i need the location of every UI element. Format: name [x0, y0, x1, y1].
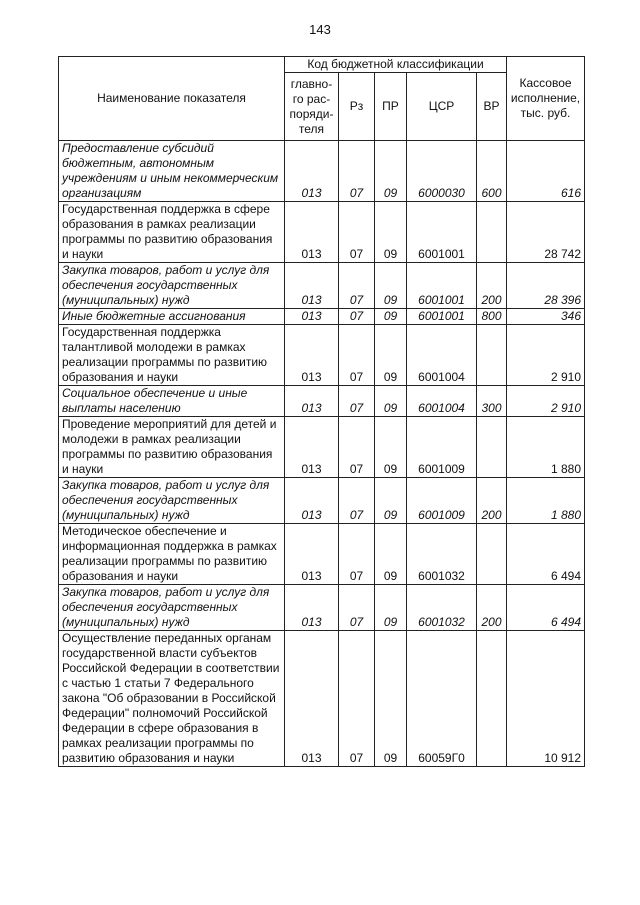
- row-csr-code: 6001009: [407, 478, 477, 524]
- row-name: Закупка товаров, работ и услуг для обеспечения государственных (муниципальных) нужд: [59, 478, 285, 524]
- row-vr-code: 300: [477, 386, 507, 417]
- row-amount: 346: [507, 309, 585, 325]
- row-csr-code: 6001001: [407, 263, 477, 309]
- row-csr-code: 6001032: [407, 585, 477, 631]
- row-pr-code: 09: [375, 309, 407, 325]
- row-csr-code: 60059Г0: [407, 631, 477, 767]
- table-row: [59, 417, 585, 478]
- row-csr-code: 6000030: [407, 141, 477, 202]
- row-pr-code: 09: [375, 524, 407, 585]
- row-rz-code: 07: [339, 524, 375, 585]
- row-name: Закупка товаров, работ и услуг для обеспечения государственных (муниципальных) нужд: [59, 585, 285, 631]
- table-row: [59, 263, 585, 309]
- header-row-group: [59, 57, 585, 73]
- header-vr: ВР: [477, 73, 507, 141]
- row-rz-code: 07: [339, 263, 375, 309]
- row-pr-code: 09: [375, 386, 407, 417]
- row-vr-code: 600: [477, 141, 507, 202]
- row-amount: 10 912: [507, 631, 585, 767]
- header-name: Наименование показателя: [59, 57, 285, 141]
- row-grbs-code: 013: [285, 417, 339, 478]
- row-rz-code: 07: [339, 631, 375, 767]
- row-vr-code: 200: [477, 263, 507, 309]
- row-vr-code: 200: [477, 478, 507, 524]
- row-name: Государственная поддержка в сфере образования в рамках реализации программы по развитию образования и науки: [59, 202, 285, 263]
- row-vr-code: [477, 417, 507, 478]
- row-rz-code: 07: [339, 309, 375, 325]
- row-grbs-code: 013: [285, 478, 339, 524]
- row-name: Социальное обеспечение и иные выплаты населению: [59, 386, 285, 417]
- row-amount: 1 880: [507, 478, 585, 524]
- row-csr-code: 6001001: [407, 202, 477, 263]
- row-amount: 28 396: [507, 263, 585, 309]
- row-grbs-code: 013: [285, 585, 339, 631]
- table-row: [59, 524, 585, 585]
- row-amount: 2 910: [507, 386, 585, 417]
- table-row: [59, 325, 585, 386]
- row-amount: 616: [507, 141, 585, 202]
- row-pr-code: 09: [375, 202, 407, 263]
- row-vr-code: [477, 202, 507, 263]
- row-name: Государственная поддержка талантливой молодежи в рамках реализации программы по развитию образования и науки: [59, 325, 285, 386]
- row-vr-code: [477, 524, 507, 585]
- budget-table: [58, 56, 585, 767]
- row-amount: 28 742: [507, 202, 585, 263]
- row-rz-code: 07: [339, 141, 375, 202]
- row-grbs-code: 013: [285, 309, 339, 325]
- row-pr-code: 09: [375, 141, 407, 202]
- row-name: Закупка товаров, работ и услуг для обеспечения государственных (муниципальных) нужд: [59, 263, 285, 309]
- table-row: [59, 202, 585, 263]
- row-grbs-code: 013: [285, 524, 339, 585]
- table-body: [59, 141, 585, 767]
- row-rz-code: 07: [339, 478, 375, 524]
- row-rz-code: 07: [339, 325, 375, 386]
- header-pr: ПР: [375, 73, 407, 141]
- row-amount: 2 910: [507, 325, 585, 386]
- page-number: 143: [309, 22, 331, 37]
- table-row: [59, 309, 585, 325]
- header-grbs: главно-го рас-поряди-теля: [285, 73, 339, 141]
- row-csr-code: 6001032: [407, 524, 477, 585]
- row-vr-code: [477, 325, 507, 386]
- row-pr-code: 09: [375, 478, 407, 524]
- row-name: Проведение мероприятий для детей и молодежи в рамках реализации программы по развитию образования и науки: [59, 417, 285, 478]
- header-csr: ЦСР: [407, 73, 477, 141]
- row-rz-code: 07: [339, 386, 375, 417]
- row-amount: 6 494: [507, 524, 585, 585]
- row-pr-code: 09: [375, 417, 407, 478]
- row-vr-code: 800: [477, 309, 507, 325]
- table-row: [59, 585, 585, 631]
- row-vr-code: 200: [477, 585, 507, 631]
- row-vr-code: [477, 631, 507, 767]
- row-grbs-code: 013: [285, 325, 339, 386]
- row-grbs-code: 013: [285, 141, 339, 202]
- row-csr-code: 6001001: [407, 309, 477, 325]
- table-row: [59, 141, 585, 202]
- header-amount: Кассовое исполнение, тыс. руб.: [507, 57, 585, 141]
- row-name: Осуществление переданных органам государственной власти субъектов Российской Федерации в соответствии с частью 1 статьи 7 Федерального закона "Об образовании в Российской Федерации" полномочий Российской Федерации в сфере образования в рамках реализации программы по развитию образования и науки: [59, 631, 285, 767]
- row-pr-code: 09: [375, 585, 407, 631]
- row-grbs-code: 013: [285, 386, 339, 417]
- header-budget-code: Код бюджетной классификации: [285, 57, 507, 73]
- table-row: [59, 478, 585, 524]
- row-pr-code: 09: [375, 631, 407, 767]
- row-amount: 1 880: [507, 417, 585, 478]
- row-pr-code: 09: [375, 325, 407, 386]
- header-rz: Рз: [339, 73, 375, 141]
- row-rz-code: 07: [339, 202, 375, 263]
- row-csr-code: 6001004: [407, 386, 477, 417]
- table-row: [59, 631, 585, 767]
- row-name: Иные бюджетные ассигнования: [59, 309, 285, 325]
- row-pr-code: 09: [375, 263, 407, 309]
- row-grbs-code: 013: [285, 631, 339, 767]
- row-grbs-code: 013: [285, 263, 339, 309]
- row-name: Предоставление субсидий бюджетным, автономным учреждениям и иным некоммерческим организациям: [59, 141, 285, 202]
- row-csr-code: 6001004: [407, 325, 477, 386]
- row-rz-code: 07: [339, 585, 375, 631]
- table-row: [59, 386, 585, 417]
- row-amount: 6 494: [507, 585, 585, 631]
- row-csr-code: 6001009: [407, 417, 477, 478]
- row-name: Методическое обеспечение и информационная поддержка в рамках реализации программы по развитию образования и науки: [59, 524, 285, 585]
- row-grbs-code: 013: [285, 202, 339, 263]
- row-rz-code: 07: [339, 417, 375, 478]
